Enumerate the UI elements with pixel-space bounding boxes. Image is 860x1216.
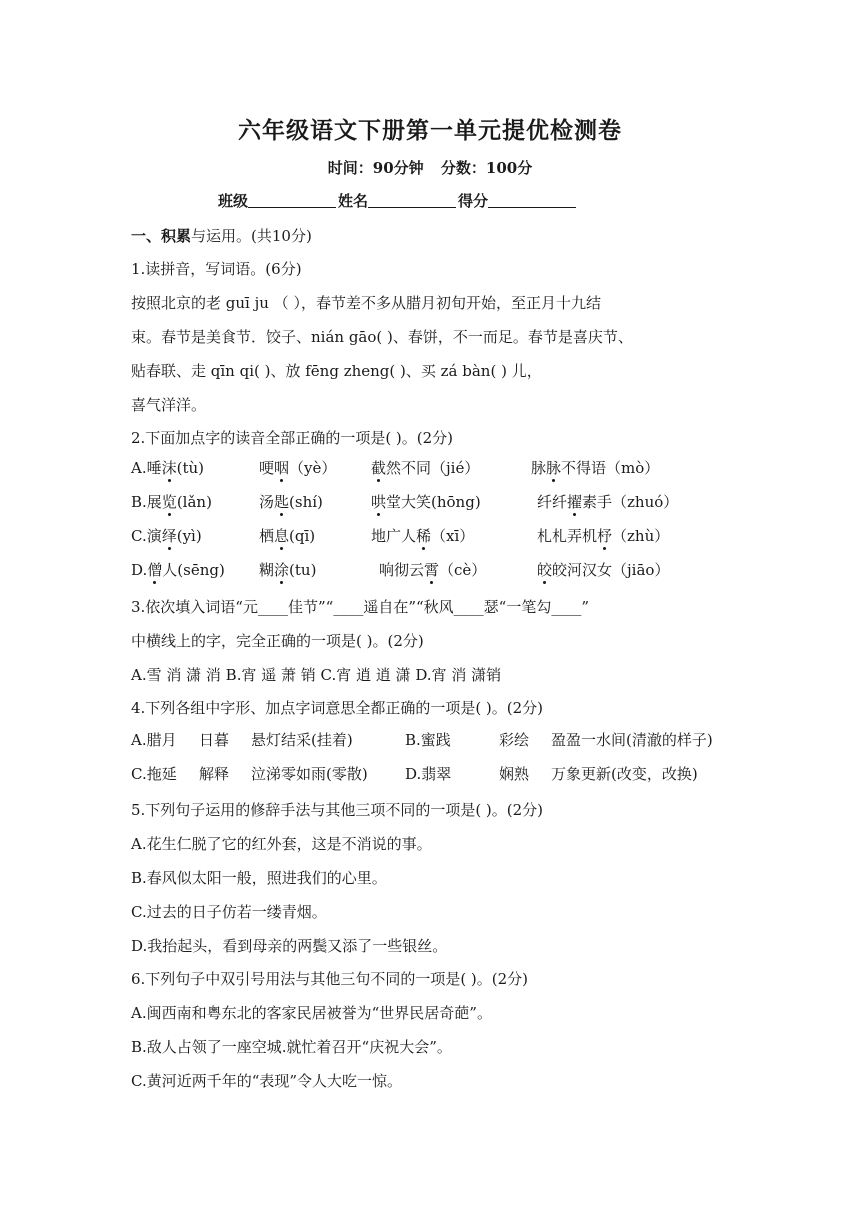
option-text: (tu): [289, 561, 317, 579]
option-item: [259, 458, 371, 478]
page-title: 六年级语文下册第一单元提优检测卷: [238, 117, 622, 144]
question-6-option-b: B.敌人占领了一座空城.就忙着召开“庆祝大会”。: [131, 1038, 452, 1056]
option-text: 堂大笑(hōng): [386, 493, 481, 511]
question-2-option-d: [131, 560, 669, 580]
option-item: 彩绘: [499, 731, 530, 749]
time-limit: 时间：90分钟: [327, 159, 424, 177]
emphasized-character: 绎: [161, 527, 177, 545]
emphasized-character: 杼: [597, 527, 613, 545]
option-text: 脉: [531, 459, 547, 477]
question-4-stem: 4.下列各组中字形、加点字词意思全都正确的一项是( )。(2分): [131, 699, 544, 717]
section-label: 一、积累: [131, 227, 192, 245]
option-text: B.展: [131, 493, 162, 511]
option-item: [371, 458, 531, 478]
option-text: 栖: [259, 527, 275, 545]
emphasized-character: 稀: [416, 527, 432, 545]
question-2-stem: 2.下面加点字的读音全部正确的一项是( )。(2分): [131, 429, 454, 447]
question-3-options: A.雪 消 潇 消 B.宵 遥 萧 销 C.宵 逍 逍 潇 D.宵 消 潇销: [131, 666, 502, 684]
option-text: 不得语（mò）: [561, 459, 660, 477]
question-1-stem: 1.读拼音，写词语。(6分): [131, 260, 302, 278]
option-text: 地广人: [371, 527, 417, 545]
option-text: 札札弄机: [537, 527, 598, 545]
option-text: (shí): [289, 493, 323, 511]
question-5-option-c: C.过去的日子仿若一缕青烟。: [131, 903, 327, 921]
option-item: C.拖延: [131, 765, 177, 783]
score-label: 得分: [458, 192, 489, 210]
question-1-line-4: 喜气洋洋。: [131, 396, 207, 414]
option-text: （cè）: [439, 561, 487, 579]
question-6-option-a: A.闽西南和粤东北的客家民居被誉为“世界民居奇葩”。: [131, 1004, 492, 1022]
emphasized-character: 脉: [546, 459, 562, 477]
emphasized-character: 息: [274, 527, 290, 545]
question-3-stem-line-1: 3.依次填入词语“元____佳节”“____遥自在”“秋风____瑟“一笔勾____”: [131, 598, 589, 616]
option-text: A.唾: [131, 459, 162, 477]
emphasized-character: 匙: [274, 493, 290, 511]
option-item: [531, 458, 659, 478]
question-4-options-row-1: [131, 730, 713, 750]
emphasized-character: 沫: [161, 459, 177, 477]
question-5-option-b: B.春风似太阳一般，照进我们的心里。: [131, 869, 387, 887]
option-text: （yè）: [289, 459, 337, 477]
question-4-options-row-2: [131, 764, 698, 784]
option-text: （xī）: [431, 527, 475, 545]
question-1-line-1: 按照北京的老 guī ju （ ），春节差不多从腊月初旬开始，至正月十九结: [131, 294, 601, 312]
emphasized-character: 咽: [274, 459, 290, 477]
option-text: C.演: [131, 527, 162, 545]
name-blank: [368, 193, 456, 208]
option-item: 万象更新(改变，改换): [551, 765, 698, 783]
section-heading: [131, 226, 312, 246]
option-item: [131, 526, 259, 546]
option-text: D.: [131, 561, 148, 579]
question-6-option-c: C.黄河近两千年的“表现”令人大吃一惊。: [131, 1072, 403, 1090]
option-item: 盈盈一水间(清澈的样子): [551, 731, 713, 749]
option-item: A.腊月: [131, 731, 177, 749]
emphasized-character: 霄: [424, 561, 440, 579]
option-text: (qī): [289, 527, 316, 545]
option-text: 素手（zhuó）: [582, 493, 679, 511]
class-label: 班级: [218, 192, 249, 210]
student-info-line: [218, 190, 578, 211]
option-text: (lǎn): [176, 493, 212, 511]
option-text: 人(sēng): [162, 561, 225, 579]
option-item: 娴熟: [499, 765, 530, 783]
option-item: 日暮: [199, 731, 230, 749]
question-5-option-d: D.我抬起头，看到母亲的两鬓又添了一些银丝。: [131, 937, 448, 955]
total-score: 分数：100分: [440, 159, 533, 177]
option-text: （zhù）: [612, 527, 670, 545]
question-3-stem-line-2: 中横线上的字，完全正确的一项是( )。(2分): [131, 632, 424, 650]
name-label: 姓名: [338, 192, 369, 210]
question-5-option-a: A.花生仁脱了它的红外套，这是不消说的事。: [131, 835, 432, 853]
emphasized-character: 僧: [147, 561, 163, 579]
emphasized-character: 涂: [274, 561, 290, 579]
exam-meta: [0, 157, 860, 178]
option-item: [537, 526, 669, 546]
question-2-option-b: [131, 492, 678, 512]
option-text: (yì): [176, 527, 202, 545]
class-blank: [248, 193, 336, 208]
option-item: [259, 560, 379, 580]
option-item: [371, 492, 537, 512]
option-item: [537, 560, 669, 580]
option-item: [371, 526, 537, 546]
option-text: (tù): [176, 459, 205, 477]
question-1-line-2: 束。春节是美食节．饺子、nián gāo( )、春饼，不一而足。春节是喜庆节、: [131, 328, 633, 346]
question-1-line-3: 贴春联、走 qīn qi( )、放 fēng zheng( )、买 zá bàn( ) 儿，: [131, 362, 542, 380]
emphasized-character: 览: [161, 493, 177, 511]
option-item: 解释: [199, 765, 230, 783]
option-text: 汤: [259, 493, 275, 511]
option-item: [259, 526, 371, 546]
emphasized-character: 擢: [567, 493, 583, 511]
option-text: 皎河汉女（jiāo）: [552, 561, 670, 579]
emphasized-character: 皎: [537, 561, 553, 579]
option-item: [259, 492, 371, 512]
option-item: 泣涕零如雨(零散): [251, 765, 368, 783]
score-blank: [488, 193, 576, 208]
option-item: [379, 560, 537, 580]
question-2-option-a: [131, 458, 659, 478]
emphasized-character: 截: [371, 459, 387, 477]
option-item: B.蜜践: [405, 731, 451, 749]
option-item: [131, 560, 259, 580]
question-6-stem: 6.下列句子中双引号用法与其他三句不同的一项是( )。(2分): [131, 970, 529, 988]
question-5-stem: 5.下列句子运用的修辞手法与其他三项不同的一项是( )。(2分): [131, 801, 544, 819]
option-text: 糊: [259, 561, 275, 579]
option-text: 响彻云: [379, 561, 425, 579]
question-2-option-c: [131, 526, 669, 546]
option-item: [131, 458, 259, 478]
option-item: 悬灯结采(挂着): [251, 731, 353, 749]
option-item: D.翡翠: [405, 765, 452, 783]
option-text: 纤纤: [537, 493, 568, 511]
option-text: 哽: [259, 459, 275, 477]
emphasized-character: 哄: [371, 493, 387, 511]
option-text: 然不同（jié）: [386, 459, 480, 477]
section-rest: 与运用。(共10分): [191, 227, 312, 245]
option-item: [131, 492, 259, 512]
option-item: [537, 492, 678, 512]
